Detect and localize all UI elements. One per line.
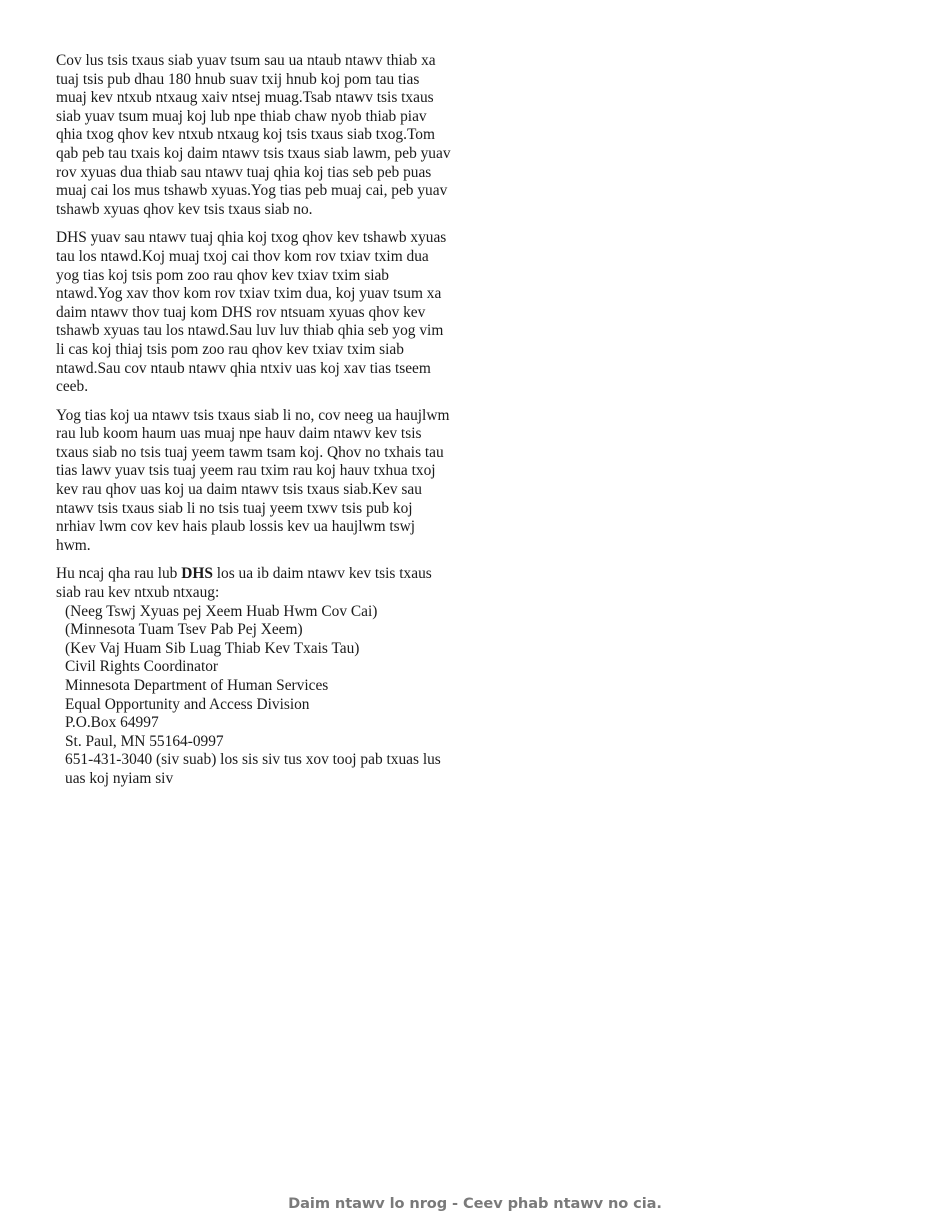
address-line-department-name: (Minnesota Tuam Tsev Pab Pej Xeem) [65, 621, 303, 639]
page-footer: Daim ntawv lo nrog - Ceev phab ntawv no cia. [288, 1195, 662, 1212]
document-body [56, 52, 451, 789]
contact-intro [56, 565, 451, 602]
appeal-paragraph: DHS yuav sau ntawv tuaj qhia koj txog qhov kev tshawb xyuas tau los ntawd.Koj muaj txoj cai thov kom rov txiav txim dua yog tias koj tsis pom zoo rau qhov kev txiav txim siab ntawd.Yog xav thov kom rov txiav txim dua, koj yuav tsum xa daim ntawv thov tuaj kom DHS rov ntsuam xyuas qhov kev tshawb xyuas tau los ntawd.Sau luv luv thiab qhia seb yog vim li cas koj thiaj tsis pom zoo rau qhov kev txiav txim siab ntawd.Sau cov ntaub ntawv qhia ntxiv uas koj xav tias tseem ceeb. [56, 229, 447, 396]
address-line-division-name: (Kev Vaj Huam Sib Luag Thiab Kev Txais Tau) [65, 639, 360, 657]
address-line-phone: 651-431-3040 (siv suab) los sis siv tus xov tooj pab txuas lus uas koj nyiam siv [65, 751, 441, 787]
address-line-city-state-zip: St. Paul, MN 55164-0997 [65, 732, 224, 750]
complaint-filing-paragraph: Cov lus tsis txaus siab yuav tsum sau ua ntaub ntawv thiab xa tuaj tsis pub dhau 180 hnub suav txij hnub koj pom tau tias muaj kev ntxub ntxaug xaiv ntsej muag.Tsab ntawv tsis txaus siab yuav tsum muaj koj lub npe thiab chaw nyob thiab piav qhia txog qhov kev ntxub ntxaug koj tsis txaus siab txog.Tom qab peb tau txais koj daim ntawv tsis txaus siab lawm, peb yuav rov xyuas dua thiab sau ntawv tuaj qhia koj tias seb peb puas muaj cai los mus tshawb xyuas.Yog tias peb muaj cai, peb yuav tshawb xyuas qhov kev tsis txaus siab no. [56, 52, 451, 218]
address-line-coordinator: Civil Rights Coordinator [65, 658, 219, 676]
address-line-office-title: (Neeg Tswj Xyuas pej Xeem Huab Hwm Cov Cai) [65, 602, 378, 620]
contact-intro-text-end: los ua ib daim ntawv kev tsis txaus siab rau kev ntxub ntxaug: [56, 565, 432, 602]
address-line-division: Equal Opportunity and Access Division [65, 695, 310, 713]
retaliation-paragraph: Yog tias koj ua ntawv tsis txaus siab li no, cov neeg ua haujlwm rau lub koom haum uas muaj npe hauv daim ntawv kev tsis txaus siab no tsis tuaj yeem tawm tsam koj. Qhov no txhais tau tias lawv yuav tsis tuaj yeem rau txim rau koj hauv txhua txoj kev rau qhov uas koj ua daim ntawv tsis txaus siab.Kev sau ntawv tsis txaus siab li no tsis tuaj yeem txwv tsis pub koj nrhiav lwm cov kev hais plaub lossis kev ua haujlwm tswj hwm. [56, 406, 450, 554]
contact-intro-agency: DHS [181, 565, 213, 583]
address-line-department: Minnesota Department of Human Services [65, 677, 329, 694]
contact-address [56, 603, 451, 789]
contact-intro-text: Hu ncaj qha rau lub [56, 565, 182, 583]
address-line-po-box: P.O.Box 64997 [65, 714, 159, 732]
